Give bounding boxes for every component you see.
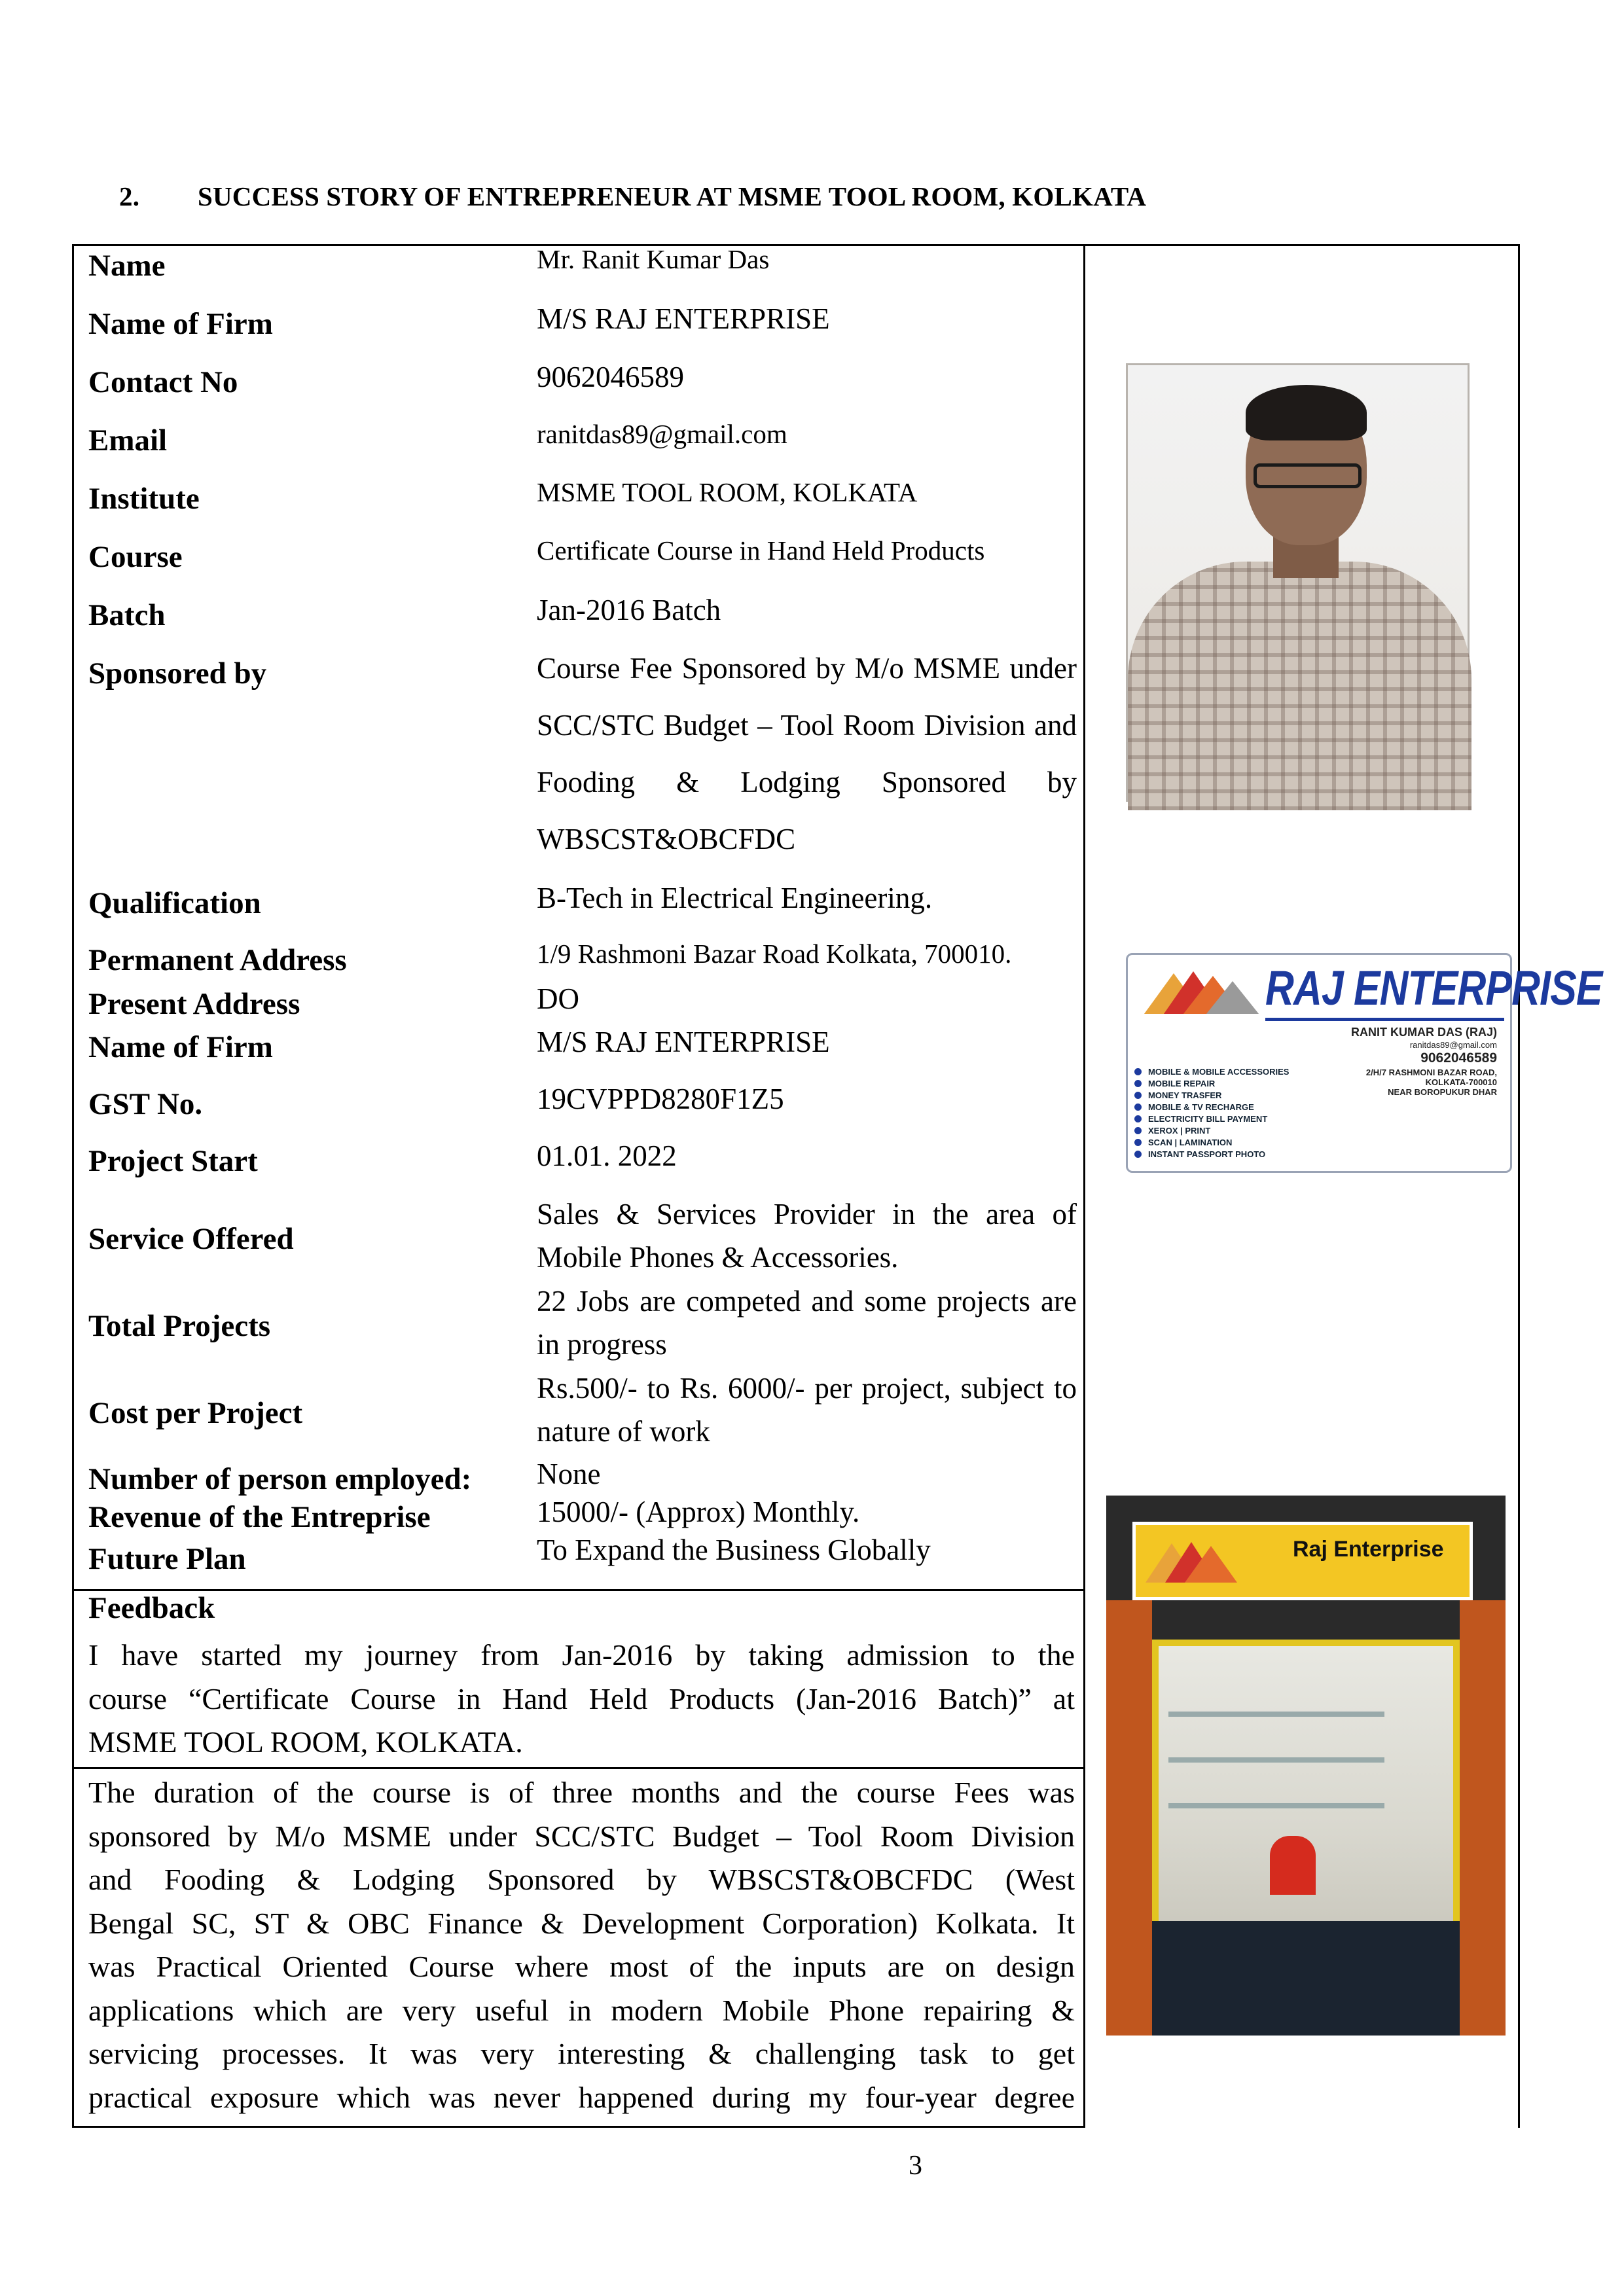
field-value: M/S RAJ ENTERPRISE xyxy=(537,302,830,335)
field-value: Certificate Course in Hand Held Products xyxy=(537,535,985,565)
field-label: Contact No xyxy=(88,365,238,399)
card-address-line: KOLKATA-700010 xyxy=(1425,1077,1497,1087)
glasses-shape xyxy=(1254,463,1362,488)
bullet-icon xyxy=(1134,1151,1142,1158)
shop-counter xyxy=(1152,1921,1460,2036)
paragraph-line: sponsored by M/o MSME under SCC/STC Budget – Tool Room Division xyxy=(88,1819,1075,1853)
field-label: Project Start xyxy=(88,1144,258,1178)
field-label: Revenue of the Entreprise xyxy=(88,1500,431,1534)
card-brand-name: RAJ ENTERPRISE xyxy=(1265,961,1602,1015)
bullet-icon xyxy=(1134,1115,1142,1122)
field-value: 9062046589 xyxy=(537,361,684,393)
field-label: Cost per Project xyxy=(88,1396,303,1430)
paragraph-line: applications which are very useful in modern Mobile Phone repairing & xyxy=(88,1993,1075,2027)
shop-wall-right xyxy=(1460,1600,1506,2036)
field-value: MSME TOOL ROOM, KOLKATA xyxy=(537,477,918,507)
shop-shelf xyxy=(1168,1712,1384,1717)
field-label: Number of person employed: xyxy=(88,1462,472,1496)
card-service-item: ELECTRICITY BILL PAYMENT xyxy=(1134,1113,1289,1125)
field-value: 1/9 Rashmoni Bazar Road Kolkata, 700010. xyxy=(537,939,1012,969)
raj-logo-icon xyxy=(1144,968,1275,1017)
field-label: Institute xyxy=(88,482,200,516)
card-service-item: MOBILE & MOBILE ACCESSORIES xyxy=(1134,1066,1289,1078)
field-label: Name of Firm xyxy=(88,1030,273,1064)
paragraph-line: was Practical Oriented Course where most of the inputs are on design xyxy=(88,1950,1075,1983)
field-value: None xyxy=(537,1458,601,1490)
field-label: Sponsored by xyxy=(88,656,267,691)
card-service-item: INSTANT PASSPORT PHOTO xyxy=(1134,1149,1289,1160)
section-heading xyxy=(119,181,1363,212)
field-value: 15000/- (Approx) Monthly. xyxy=(537,1496,860,1528)
card-service-item: MONEY TRASFER xyxy=(1134,1090,1289,1102)
bullet-icon xyxy=(1134,1092,1142,1099)
shop-shelf xyxy=(1168,1757,1384,1763)
field-label: Qualification xyxy=(88,886,261,920)
shop-interior xyxy=(1152,1640,1460,1954)
bullet-icon xyxy=(1134,1103,1142,1111)
field-label: Name xyxy=(88,249,166,283)
business-card-image xyxy=(1126,953,1602,1173)
entrepreneur-photo xyxy=(1126,363,1470,802)
paragraph-line: Bengal SC, ST & OBC Finance & Development Corporation) Kolkata. It xyxy=(88,1906,1075,1940)
field-label: Permanent Address xyxy=(88,943,347,977)
field-value: 22 Jobs are competed and some projects are in progress xyxy=(537,1285,1077,1361)
shopkeeper-figure xyxy=(1270,1836,1316,1895)
column-divider xyxy=(1083,244,1085,2128)
field-value: Rs.500/- to Rs. 6000/- per project, subject to nature of work xyxy=(537,1372,1077,1448)
field-label: Service Offered xyxy=(88,1222,294,1256)
feedback-paragraph-1 xyxy=(88,1634,1075,1765)
table-row-divider xyxy=(72,1589,1085,1591)
paragraph-line: servicing processes. It was very interesting & challenging task to get xyxy=(88,2037,1075,2070)
card-phone: 9062046589 xyxy=(1420,1050,1497,1066)
paragraph-line: The duration of the course is of three months and the course Fees was xyxy=(88,1776,1075,1809)
field-label: Course xyxy=(88,540,183,574)
card-service-item: SCAN | LAMINATION xyxy=(1134,1137,1289,1149)
field-value: Course Fee Sponsored by M/o MSME under SCC/STC Budget – Tool Room Division and Fooding & Lodging Sponsored by WBSCST&OBCFDC xyxy=(537,652,1077,855)
field-value: DO xyxy=(537,982,579,1015)
bullet-icon xyxy=(1134,1080,1142,1087)
card-address-line: NEAR BOROPUKUR DHAR xyxy=(1388,1087,1497,1097)
paragraph-line: MSME TOOL ROOM, KOLKATA. xyxy=(88,1725,523,1759)
field-label: Email xyxy=(88,423,168,457)
hair-shape xyxy=(1246,385,1367,440)
field-label: Batch xyxy=(88,598,166,632)
bullet-icon xyxy=(1134,1068,1142,1075)
section-title: SUCCESS STORY OF ENTREPRENEUR AT MSME TOOL ROOM, KOLKATA xyxy=(198,181,1147,211)
bullet-icon xyxy=(1134,1127,1142,1134)
shirt-shape xyxy=(1128,562,1471,810)
card-owner-name: RANIT KUMAR DAS (RAJ) xyxy=(1351,1026,1497,1039)
paragraph-line: course “Certificate Course in Hand Held Products (Jan-2016 Batch)” at xyxy=(88,1681,1075,1715)
feedback-title: Feedback xyxy=(88,1591,215,1625)
table-row-divider xyxy=(72,1767,1085,1769)
field-value: Sales & Services Provider in the area of Mobile Phones & Accessories. xyxy=(537,1198,1077,1274)
shop-photo xyxy=(1106,1496,1506,2036)
field-label: Present Address xyxy=(88,987,300,1021)
field-value: ranitdas89@gmail.com xyxy=(537,419,787,449)
field-label: Future Plan xyxy=(88,1542,246,1576)
shop-sign-text: Raj Enterprise xyxy=(1293,1537,1444,1562)
field-value: B-Tech in Electrical Engineering. xyxy=(537,882,933,914)
card-services-list xyxy=(1134,1066,1289,1160)
card-email: ranitdas89@gmail.com xyxy=(1409,1040,1497,1050)
card-brand-underline xyxy=(1265,1018,1504,1021)
field-value: Mr. Ranit Kumar Das xyxy=(537,244,770,274)
field-label: Name of Firm xyxy=(88,307,273,341)
card-service-item: MOBILE REPAIR xyxy=(1134,1078,1289,1090)
card-service-item: XEROX | PRINT xyxy=(1134,1125,1289,1137)
paragraph-line: and Fooding & Lodging Sponsored by WBSCST&OBCFDC (West xyxy=(88,1863,1075,1896)
shop-wall-left xyxy=(1106,1600,1152,2036)
field-value: Jan-2016 Batch xyxy=(537,594,721,626)
shop-signboard xyxy=(1132,1522,1473,1600)
field-value: To Expand the Business Globally xyxy=(537,1534,931,1566)
page-number: 3 xyxy=(909,2151,922,2181)
field-label: GST No. xyxy=(88,1087,203,1121)
card-service-item: MOBILE & TV RECHARGE xyxy=(1134,1102,1289,1113)
paragraph-line: I have started my journey from Jan-2016 by taking admission to the xyxy=(88,1638,1075,1672)
field-value: M/S RAJ ENTERPRISE xyxy=(537,1026,830,1058)
field-value: 19CVPPD8280F1Z5 xyxy=(537,1083,784,1115)
feedback-paragraph-2 xyxy=(88,1771,1075,2119)
section-number: 2. xyxy=(119,181,140,211)
card-address-line: 2/H/7 RASHMONI BAZAR ROAD, xyxy=(1365,1067,1497,1077)
shop-logo-icon xyxy=(1146,1537,1276,1589)
paragraph-line: practical exposure which was never happened during my four-year degree xyxy=(88,2080,1075,2114)
card-address xyxy=(1366,1067,1497,1097)
shop-shelf xyxy=(1168,1803,1384,1808)
table-bottom-border xyxy=(72,2126,1085,2128)
table-right-border xyxy=(1518,244,1520,2128)
bullet-icon xyxy=(1134,1139,1142,1146)
field-value: 01.01. 2022 xyxy=(537,1139,677,1172)
field-label: Total Projects xyxy=(88,1309,271,1343)
